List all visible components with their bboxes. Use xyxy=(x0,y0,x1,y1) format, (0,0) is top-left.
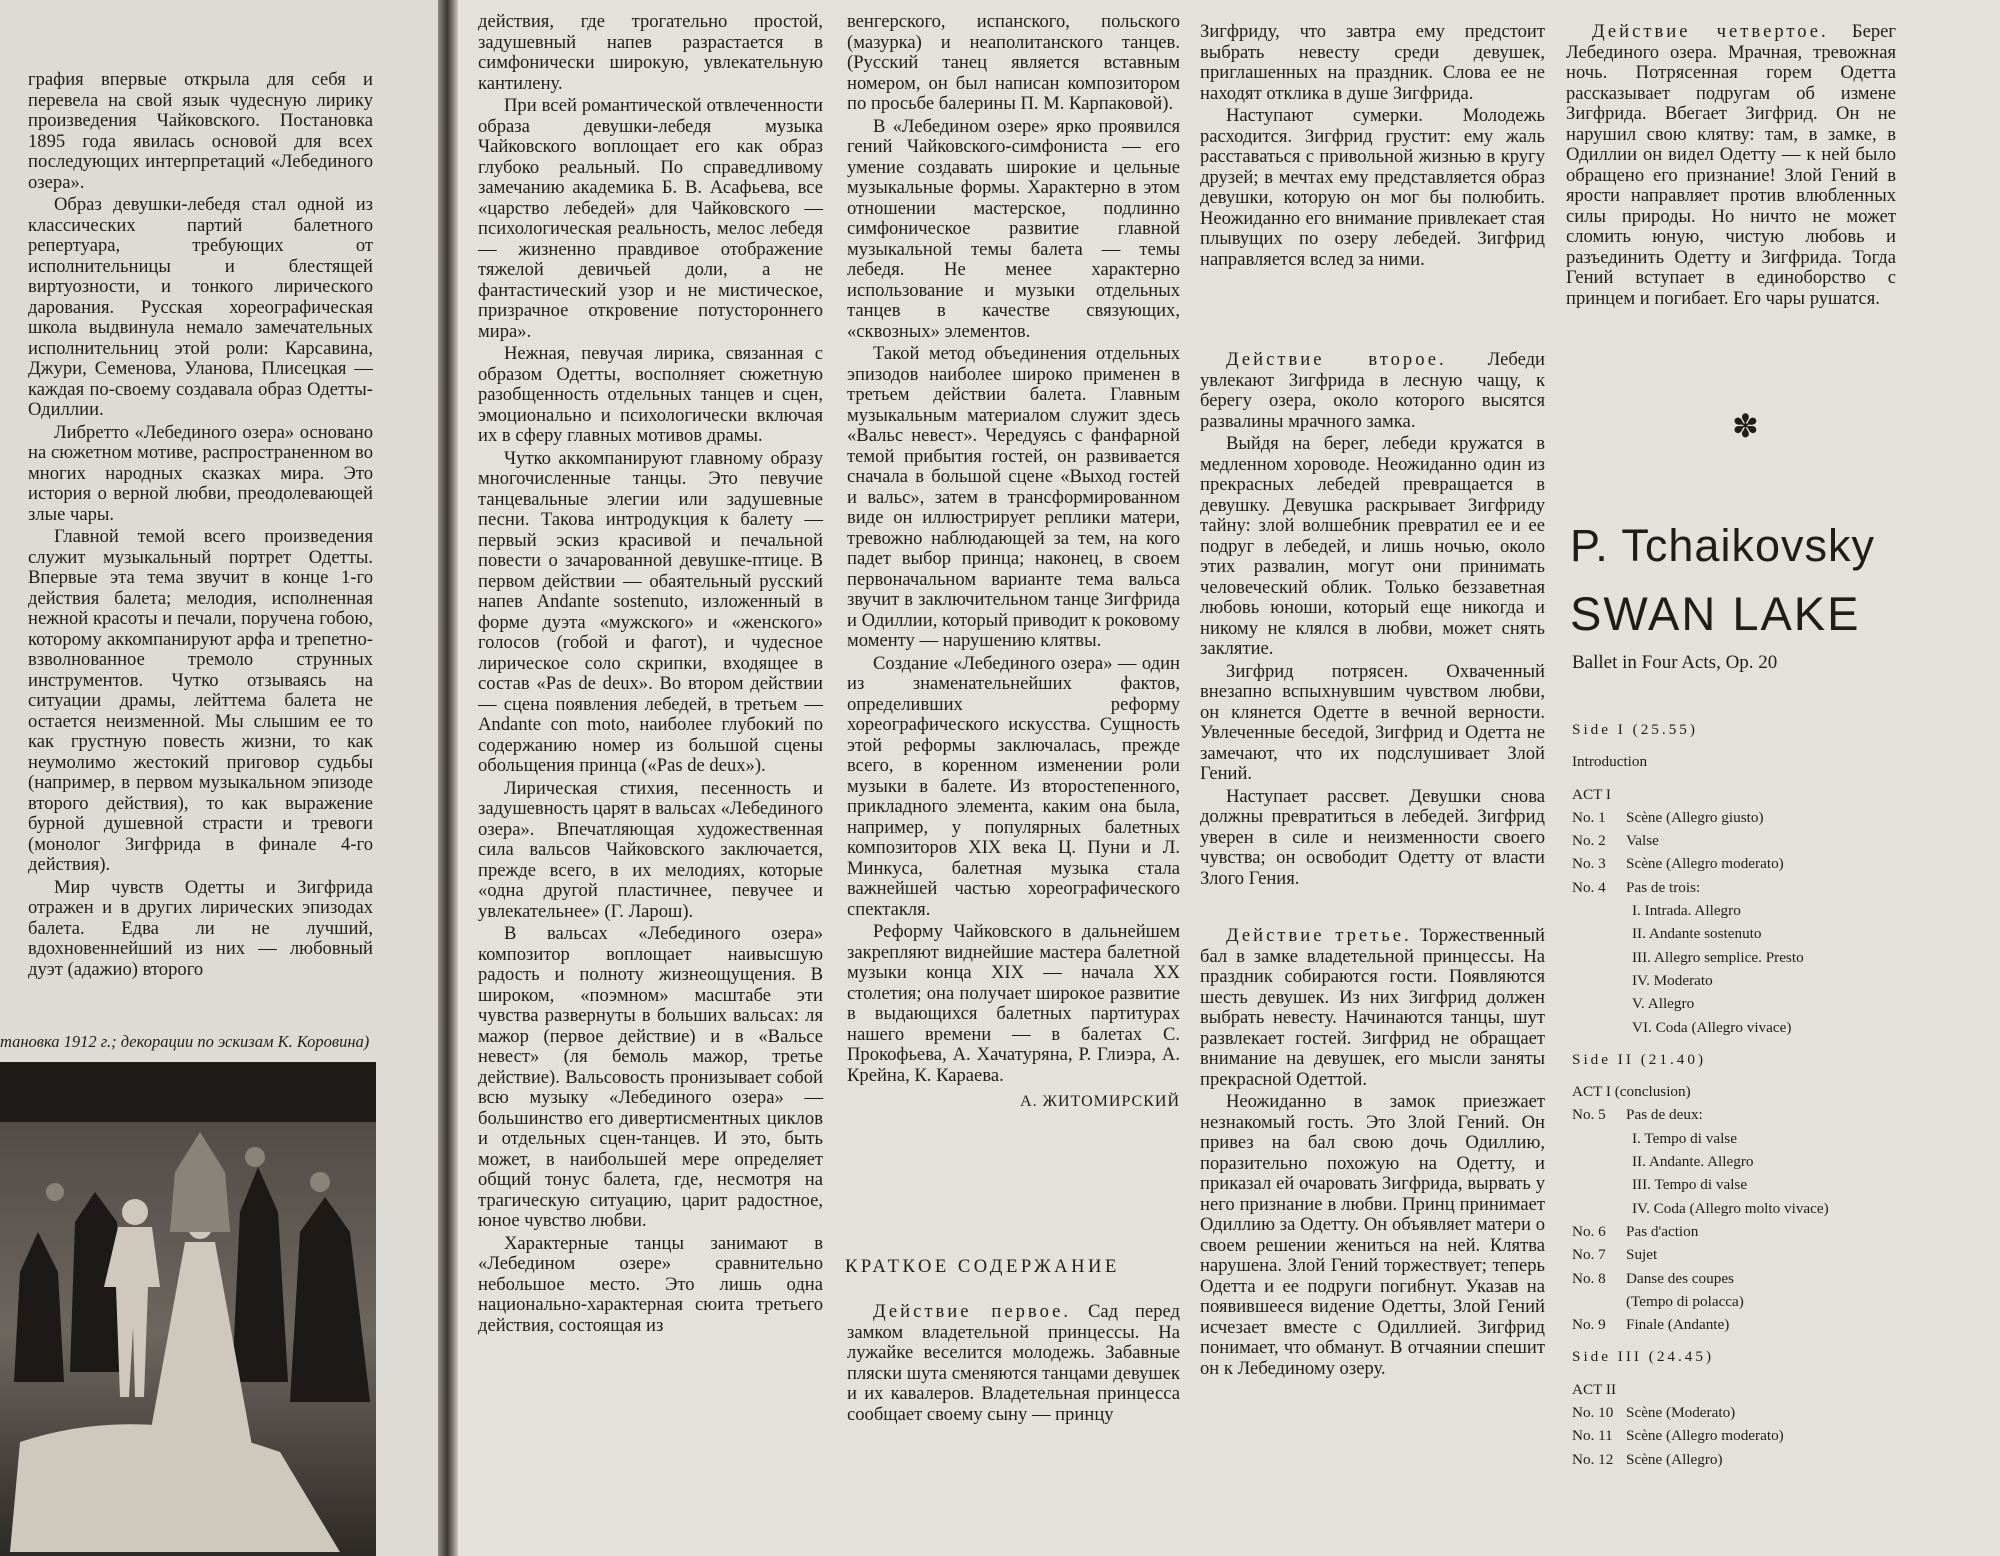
track-row xyxy=(1572,1448,1992,1471)
paragraph: Наступает рассвет. Девушки снова должны превратиться в лебедей. Зигфрид уверен в силе и неизменности своего чувства; он освободит Одетту от власти Злого Гения. xyxy=(1200,785,1545,889)
track-number: No. 12 xyxy=(1572,1450,1614,1468)
act-label: Действие третье. xyxy=(1226,925,1412,946)
synopsis-column-3a xyxy=(1200,22,1545,272)
track-title: Scène (Allegro) xyxy=(1626,1450,1723,1468)
paragraph: графия впервые открыла для себя и перевела на свой язык чудесную лирику произведения Чайковского. Постановка 1895 года явилась основой для всех последующих интерпретаций «Лебединого озера». xyxy=(28,69,373,193)
track-title: Scène (Allegro giusto) xyxy=(1626,808,1764,826)
paragraph: Выйдя на берег, лебеди кружатся в медленном хороводе. Неожиданно один из прекрасных лебедей превращается в девушку. Девушка раскрывает Зигфриду тайну: злой волшебник превратил ее и ее подруг в лебедей, и лишь ночью, около этих развалин, могут они принимать человеческий облик. Только беззаветная любовь юноши, который еще никогда и никому не клялся в любви, может снять заклятие. xyxy=(1200,433,1545,659)
paragraph: действия, где трогательно простой, задушевный напев разрастается в симфонически широкую, увлекательную кантилену. xyxy=(478,11,823,94)
act-text: Лебеди увлекают Зигфрида в лесную чащу, к берегу озера, около которого высятся развалины мрачного замка. xyxy=(1200,349,1545,432)
paragraph: Создание «Лебединого озера» — один из знаменательнейших фактов, определивших реформу хореографического искусства. Сущность этой реформы заключалась, прежде всего, в коренном изменении роли музыки в балете. Из второстепенного, прикладного элемента, каким она была, например, у популярных балетных композиторов XIX века Ц. Пуни и Л. Минкуса, балетная музыка стала важнейшей частью хореографического спектакля. xyxy=(847,652,1180,920)
track-number: No. 2 xyxy=(1572,832,1606,850)
movement: III. Allegro semplice. Presto xyxy=(1632,948,1804,966)
paragraph: При всей романтической отвлеченности образа девушки-лебедя музыка Чайковского воплощает его как образ глубоко реальный. По справедливому замечанию академика Б. В. Асафьева, все «царство лебедей» для Чайковского — психологическая реальность, мелос лебедя — жизненно правдивое отображение тяжелой девичьей доли, а не фантастический узор и не мистическое, призрачное откровение потустороннего мира». xyxy=(478,95,823,342)
track-title: Pas d'action xyxy=(1626,1222,1699,1240)
track-row xyxy=(1572,1424,1992,1447)
track-row xyxy=(1572,1220,1992,1243)
track-row xyxy=(1572,829,1992,852)
side-heading: Side I (25.55) xyxy=(1572,721,1698,738)
track-row xyxy=(1572,852,1992,875)
work-subtitle: Ballet in Four Acts, Op. 20 xyxy=(1572,652,1778,673)
paragraph: Наступают сумерки. Молодежь расходится. Зигфрид грустит: ему жаль расставаться с привольной жизнью в кругу друзей; в мечтах ему представляется образ девушки, которую он мог бы полюбить. Неожиданно его внимание привлекает стая плывущих по озеру лебедей. Зигфрид направляется вслед за ними. xyxy=(1200,105,1545,270)
act-label: Действие второе. xyxy=(1226,349,1447,370)
track-title: Pas de trois: xyxy=(1626,878,1701,896)
track-row xyxy=(1572,1401,1992,1424)
track-number: No. 4 xyxy=(1572,878,1606,896)
paragraph: Лирическая стихия, песенность и задушевность царят в вальсах «Лебединого озера». Впечатляющая художественная сила вальсов Чайковского заключается, прежде всего, в их мелодиях, которые «одна другой пластичнее, певучее и увлекательнее» (Г. Ларош). xyxy=(478,777,823,922)
track-subtitle: (Tempo di polacca) xyxy=(1626,1292,1744,1310)
left-text-column xyxy=(28,70,373,982)
movement: VI. Coda (Allegro vivace) xyxy=(1632,1018,1792,1036)
paragraph: Образ девушки-лебедя стал одной из классических партий балетного репертуара, требующих от исполнительницы и блестящей виртуозности, и тонкого лирического дарования. Русская хореографическая школа выдвинула немало замечательных исполнительниц этой роли: Карсавина, Джури, Семенова, Уланова, Плисецкая — каждая по-своему создавала образ Одетты-Одиллии. xyxy=(28,194,373,420)
track-number: No. 9 xyxy=(1572,1316,1606,1334)
act-label: Действие первое. xyxy=(873,1301,1072,1322)
track-label: Introduction xyxy=(1572,753,1648,771)
movement: I. Intrada. Allegro xyxy=(1632,902,1741,920)
essay-column-2 xyxy=(847,12,1180,1113)
track-title: Pas de deux: xyxy=(1626,1106,1703,1124)
movement: V. Allegro xyxy=(1632,995,1695,1013)
movement: II. Andante. Allegro xyxy=(1632,1153,1754,1171)
synopsis-column-3c xyxy=(1200,926,1545,1381)
track-title: Sujet xyxy=(1626,1246,1658,1264)
track-title: Scène (Moderato) xyxy=(1626,1404,1736,1422)
act-text: Сад перед замком владетельной принцессы. На лужайке веселится молодежь. Забавные пляски шута сменяются танцами девушек и их кавалеров. Владетельная принцесса сообщает своему сыну — принцу xyxy=(847,1301,1181,1425)
synopsis-act-one xyxy=(847,1302,1180,1427)
track-number: No. 8 xyxy=(1572,1269,1606,1287)
track-row xyxy=(1572,806,1992,829)
essay-column-1 xyxy=(478,12,823,1338)
photo-caption: тановка 1912 г.; декорации по эскизам К. Коровина) xyxy=(0,1032,370,1051)
tracklist xyxy=(1572,718,1992,1471)
paragraph: Либретто «Лебединого озера» основано на сюжетном мотиве, распространенном во многих народных сказках мира. Это история о верной любви, преодолевающей злые чары. xyxy=(28,421,373,525)
movement: II. Andante sostenuto xyxy=(1632,925,1762,943)
movement: III. Tempo di valse xyxy=(1632,1176,1748,1194)
paragraph: В «Лебедином озере» ярко проявился гений Чайковского-симфониста — его умение создавать широкие и цельные музыкальные формы. Характерно в этом отношении мастерское, подлинно симфоническое развитие главной музыкальной темы балета — темы лебедя. Не менее характерно использование и музыки отдельных танцев в качестве связующих, «сквозных» элементов. xyxy=(847,115,1180,342)
track-number: No. 1 xyxy=(1572,808,1606,826)
act-heading: ACT I xyxy=(1572,785,1611,803)
track-number: No. 11 xyxy=(1572,1427,1613,1445)
paragraph: венгерского, испанского, польского (мазурка) и неаполитанского танцев. (Русский танец является вставным номером, он был написан композитором по просьбе балерины П. М. Карпаковой). xyxy=(847,11,1180,114)
track-row xyxy=(1572,1103,1992,1126)
act-text: Берег Лебединого озера. Мрачная, тревожная ночь. Потрясенная горем Одетта рассказывает подругам об измене Зигфрида. Вбегает Зигфрид. Он не нарушил свою клятву: там, в замке, в Одиллии он видел Одетту — к ней было обращено его признание! Злой Гений в ярости направляет против влюбленных силы природы. Но ничто не может сломить юную, чистую любовь и разъединить Одетту и Зигфрида. Тогда Гений вступает в единоборство с принцем и погибает. Его чары рушатся. xyxy=(1566,21,1896,309)
synopsis-column-3b xyxy=(1200,350,1545,891)
paragraph: Чутко аккомпанируют главному образу многочисленные танцы. Это певучие танцевальные элегии или задушевные песни. Такова интродукция к балету — первый эскиз красивой и печальной повести о зачарованной девушке-птице. В первом действии — обаятельный русский напев Andante sostenuto, изложенный в форме дуэта «мужского» и «женского» голосов (гобой и фагот), и чудесное лирическое соло скрипки, входящее в состав «Pas de deux». Во втором действии — сцена появления лебедей, в третьем — Andante con moto, наиболее глубокий по содержанию номер из большой сцены обольщения принца («Pas de deux»). xyxy=(478,447,823,776)
act-heading: ACT I (conclusion) xyxy=(1572,1083,1691,1101)
track-row xyxy=(1572,876,1992,899)
paragraph: Зигфрид потрясен. Охваченный внезапно вспыхнувшим чувством любви, он клянется Одетте в вечной верности. Увлеченные беседой, Зигфрид и Одетта не замечают, что их подслушивает Злой Гений. xyxy=(1200,660,1545,784)
track-number: No. 3 xyxy=(1572,855,1606,873)
flower-ornament-icon: ✽ xyxy=(1732,408,1759,444)
side-heading: Side II (21.40) xyxy=(1572,1050,1706,1068)
track-row xyxy=(1572,1267,1992,1290)
paragraph: Реформу Чайковского в дальнейшем закрепляют виднейшие мастера балетной музыки конца XIX — начала XX столетия; она получает широкое развитие в выдающихся балетных партитурах нашего времени — в балетах С. Прокофьева, А. Хачатуряна, Р. Глиэра, А. Крейна, К. Караева. xyxy=(847,921,1180,1086)
track-title: Finale (Andante) xyxy=(1626,1316,1730,1334)
track-number: No. 7 xyxy=(1572,1246,1606,1264)
binding-gutter xyxy=(438,0,458,1556)
ballet-photo-image xyxy=(0,1062,376,1556)
paragraph: Характерные танцы занимают в «Лебедином озере» сравнительно небольшое место. Это лишь одна национально-характерная сюита третьего действия, состоящая из xyxy=(478,1232,823,1336)
track-row xyxy=(1572,1243,1992,1266)
act-text: Торжественный бал в замке владетельной принцессы. На праздник собираются гости. Появляются шесть девушек. Из них Зигфрид должен выбрать невесту. Начинаются танцы, шут развлекает гостей. Зигфрид не обращает внимание на девушек, его мысли заняты прекрасной Одеттой. xyxy=(1200,925,1545,1090)
track-number: No. 10 xyxy=(1572,1404,1614,1422)
paragraph: В вальсах «Лебединого озера» композитор воплощает наивысшую радость и полноту жизнеощущения. В широком, «поэмном» масштабе эти чувства развернуты в больших вальсах: ля мажор (первое действие) и в «Вальсе невест» (ля бемоль мажор, третье действие). Вальсовость пронизывает собой всю музыку «Лебединого озера» — большинство его дивертисментных циклов и отдельных сцен-танцев. И это, быть может, в наибольшей мере определяет общий тонус балета, где, несмотря на трагическую ситуацию, царит радостное, юное чувство любви. xyxy=(478,923,823,1231)
synopsis-heading: КРАТКОЕ СОДЕРЖАНИЕ xyxy=(845,1256,1120,1277)
movement: IV. Moderato xyxy=(1632,971,1713,989)
work-title: SWAN LAKE xyxy=(1570,587,1861,640)
paragraph: Неожиданно в замок приезжает незнакомый гость. Это Злой Гений. Он привез на бал свою дочь Одиллию, поразительно похожую на Одетту, и приказал ей очаровать Зигфрида, вырвать у него признание в любви. Принц принимает Одиллию за Одетту. Он объявляет матери о своем решении жениться на ней. Клятва нарушена. Злой Гений торжествует; теперь Одетта и ее подруги погибнут. Указав на появившееся видение Одетты, Злой Гений исчезает вместе с Одиллией. Зигфрид понимает, что обманут. В отчаянии спешит он к Лебединому озеру. xyxy=(1200,1091,1545,1379)
track-title: Scène (Allegro moderato) xyxy=(1626,855,1784,873)
synopsis-column-4 xyxy=(1566,22,1896,311)
track-row xyxy=(1572,1313,1992,1336)
paragraph: Такой метод объединения отдельных эпизодов наиболее широко применен в третьем действии балета. Главным музыкальным материалом служит здесь «Вальс невест». Чередуясь с фанфарной темой прибытия гостей, он развивается сначала в большой сцене «Выход гостей и вальс», затем в трансформированном виде он иллюстрирует реплики матери, тревожно наблюдающей за тем, на кого падет выбор принца; наконец, в своем первоначальном варианте тема вальса звучит в заключительном танце Зигфрида и Одиллии, который приводит к роковому моменту — нарушению клятвы. xyxy=(847,343,1180,651)
movement: I. Tempo di valse xyxy=(1632,1129,1737,1147)
track-number: No. 5 xyxy=(1572,1106,1606,1124)
paragraph: Главной темой всего произведения служит музыкальный портрет Одетты. Впервые эта тема звучит в конце 1-го действия балета; мелодия, исполненная нежной красоты и печали, поручена гобою, которому аккомпанируют арфа и трепетно-взволнованное тремоло струнных инструментов. Чутко отзываясь на ситуации драмы, лейттема балета не остается неизменной. Мы слышим ее то как грустную повесть жизни, то как неумолимо жестокий приговор судьбы (например, в первом музыкальном эпизоде второго действия), то как выражение бурной душевной страсти и тревоги (монолог Зигфрида в финале 4-го действия). xyxy=(28,526,373,875)
paragraph: Нежная, певучая лирика, связанная с образом Одетты, восполняет сюжетную разобщенность отдельных танцев и сцен, эмоционально и психологически включая их в сферу главных мотивов драмы. xyxy=(478,343,823,446)
track-title: Danse des coupes xyxy=(1626,1269,1734,1287)
paragraph: Зигфриду, что завтра ему предстоит выбрать невесту среди девушек, приглашенных на праздник. Слова ее не находят отклика в душе Зигфрида. xyxy=(1200,21,1545,104)
track-title: Scène (Allegro moderato) xyxy=(1626,1427,1784,1445)
ballet-photograph xyxy=(0,1062,376,1556)
act-label: Действие четвертое. xyxy=(1592,21,1829,42)
side-heading: Side III (24.45) xyxy=(1572,1348,1715,1366)
left-page xyxy=(0,0,438,1556)
track-title: Valse xyxy=(1626,832,1659,850)
movement: IV. Coda (Allegro molto vivace) xyxy=(1632,1199,1829,1217)
composer-name: P. Tchaikovsky xyxy=(1570,520,1875,571)
act-heading: ACT II xyxy=(1572,1380,1617,1398)
paragraph: Мир чувств Одетты и Зигфрида отражен и в других лирических эпизодах балета. Едва ли не лучший, вдохновеннейший из них — любовный дуэт (адажио) второго xyxy=(28,876,373,980)
author-signature: А. ЖИТОМИРСКИЙ xyxy=(1020,1093,1180,1110)
track-number: No. 6 xyxy=(1572,1222,1606,1240)
